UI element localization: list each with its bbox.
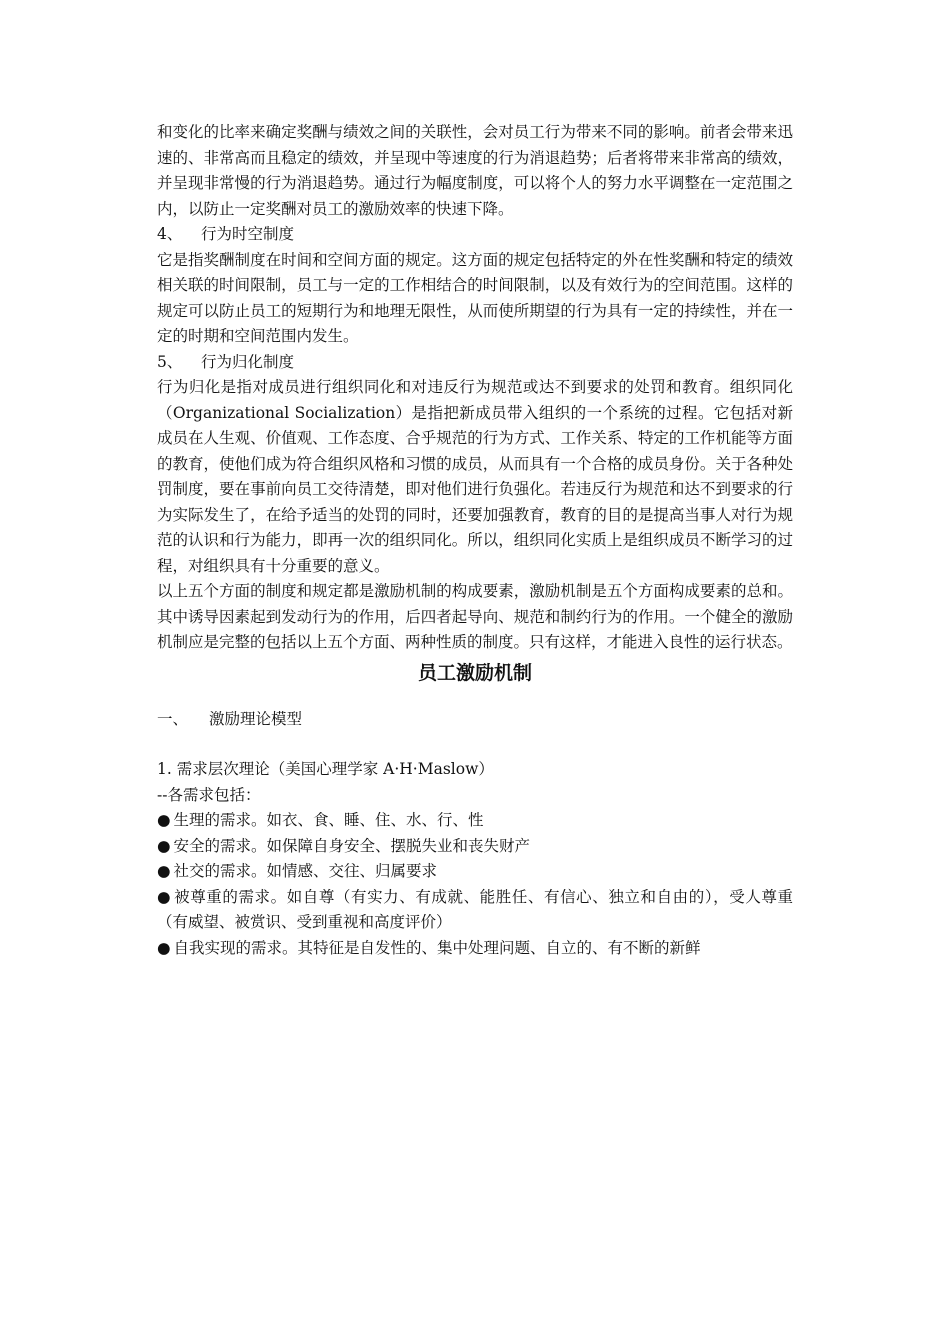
paragraph-time-space: 它是指奖酬制度在时间和空间方面的规定。这方面的规定包括特定的外在性奖酬和特定的绩效相关联的时间限制，员工与一定的工作相结合的时间限制，以及有效行为的空间范围。这样的规定可以防止员工的短期行为和地理无限性，从而使所期望的行为具有一定的持续性，并在一定的时期和空间范围内发生。 [157,250,793,345]
list-item-text: 生理的需求。如衣、食、睡、住、水、行、性 [173,811,484,829]
heading-item-5 [157,350,793,376]
heading-text: 行为归化制度 [201,352,295,371]
list-item [157,808,793,834]
bullet-icon: ● [157,811,171,829]
heading-number: 4、 [157,225,183,243]
list-item [157,859,793,885]
theory-heading: 1. 需求层次理论（美国心理学家 A·H·Maslow） [157,760,494,778]
section-text: 激励理论模型 [209,709,303,728]
bullet-icon: ● [157,836,171,855]
paragraph-behavior-range: 和变化的比率来确定奖酬与绩效之间的关联性，会对员工行为带来不同的影响。前者会带来迅速的、非常高而且稳定的绩效，并呈现中等速度的行为消退趋势；后者将带来非常高的绩效，并呈现非常慢的行为消退趋势。通过行为幅度制度，可以将个人的努力水平调整在一定范围之内，以防止一定奖酬对员工的激励效率的快速下降。 [157,123,793,218]
list-item [157,885,793,936]
list-item [157,936,793,962]
bullet-icon: ● [157,862,171,880]
section-number: 一、 [157,709,189,728]
list-item-text: 安全的需求。如保障自身安全、摆脱失业和丧失财产 [173,836,531,855]
section-heading [157,707,793,733]
bullet-icon: ● [157,887,171,906]
list-item-text: 自我实现的需求。其特征是自发性的、集中处理问题、自立的、有不断的新鲜 [173,938,701,957]
paragraph-summary: 以上五个方面的制度和规定都是激励机制的构成要素，激励机制是五个方面构成要素的总和。其中诱导因素起到发动行为的作用，后四者起导向、规范和制约行为的作用。一个健全的激励机制应是完整的包括以上五个方面、两种性质的制度。只有这样，才能进入良性的运行状态。 [157,582,793,651]
bullet-icon: ● [157,938,171,957]
list-item-text: 被尊重的需求。如自尊（有实力、有成就、能胜任、有信心、独立和自由的），受人尊重（有威望、被赏识、受到重视和高度评价） [157,887,793,931]
heading-text: 行为时空制度 [201,225,295,243]
heading-item-4 [157,222,793,248]
heading-number: 5、 [157,352,183,371]
document-title: 员工激励机制 [417,661,532,684]
document-page [157,120,793,961]
spacer [157,732,793,757]
paragraph-socialization: 行为归化是指对成员进行组织同化和对违反行为规范或达不到要求的处罚和教育。组织同化（Organizational Socialization）是指把新成员带入组织的一个系统的过程。它包括对新成员在人生观、价值观、工作态度、合乎规范的行为方式、工作关系、特定的工作机能等方面的教育，使他们成为符合组织风格和习惯的成员，从而具有一个合格的成员身份。关于各种处罚制度，要在事前向员工交待清楚，即对他们进行负强化。若违反行为规范和达不到要求的行为实际发生了，在给予适当的处罚的同时，还要加强教育，教育的目的是提高当事人对行为规范的认识和行为能力，即再一次的组织同化。所以，组织同化实质上是组织成员不断学习的过程，对组织具有十分重要的意义。 [157,378,794,575]
theory-intro: --各需求包括： [157,785,261,804]
list-item [157,834,793,860]
list-item-text: 社交的需求。如情感、交往、归属要求 [173,862,438,880]
